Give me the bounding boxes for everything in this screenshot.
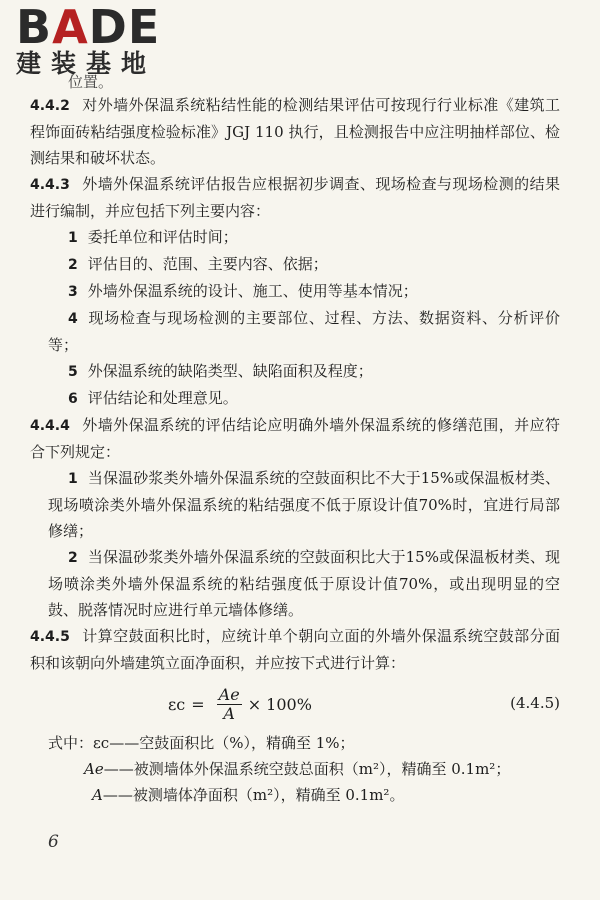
section-4-4-5 [30, 623, 560, 676]
section-4-4-4 [30, 412, 560, 465]
list-item [48, 465, 560, 544]
item-number: 1 [68, 471, 78, 487]
list-item [48, 278, 560, 305]
item-text: 评估结论和处理意见。 [87, 389, 238, 407]
definition-term: εc [93, 734, 110, 752]
document-body [30, 72, 560, 808]
item-text: 当保温砂浆类外墙外保温系统的空鼓面积比大于15%或保温板材类、现场喷涂类外墙外保温系统的粘结强度低于原设计值70%，或出现明显的空鼓、脱落情况时应进行单元墙体修缮。 [48, 548, 560, 619]
formula-multiplier: × 100% [247, 695, 312, 714]
item-number: 3 [68, 284, 78, 300]
definition-row [48, 730, 560, 756]
definition-term: Ae [84, 760, 104, 778]
fraction-denominator: A [223, 704, 235, 723]
item-text: 评估目的、范围、主要内容、依据； [87, 255, 328, 273]
list-item [48, 251, 560, 278]
brand-logo [16, 2, 160, 78]
logo-brand: BADE [16, 0, 161, 54]
definition-term: A [92, 786, 103, 804]
definition-row [48, 756, 560, 782]
item-number: 2 [68, 550, 78, 566]
page-number: 6 [48, 832, 59, 852]
list-item [48, 224, 560, 251]
item-number: 6 [68, 391, 78, 407]
list-item [48, 358, 560, 385]
section-number: 4.4.3 [30, 177, 70, 193]
section-4-4-2 [30, 92, 560, 171]
section-text: 对外墙外保温系统粘结性能的检测结果评估可按现行行业标准《建筑工程饰面砖粘结强度检验标准》JGJ 110 执行，且检测报告中应注明抽样部位、检测结果和破坏状态。 [30, 96, 560, 167]
equation-number: (4.4.5) [510, 694, 560, 712]
section-number: 4.4.2 [30, 98, 70, 114]
formula-fraction [217, 686, 242, 723]
definition-row [48, 782, 560, 808]
variable-definitions [48, 730, 560, 808]
formula-equals: = [191, 695, 205, 714]
section-text: 计算空鼓面积比时，应统计单个朝向立面的外墙外保温系统空鼓部分面积和该朝向外墙建筑立面净面积，并应按下式进行计算： [30, 627, 560, 672]
section-text: 外墙外保温系统评估报告应根据初步调查、现场检查与现场检测的结果进行编制，并应包括下列主要内容： [30, 175, 560, 220]
item-number: 5 [68, 364, 78, 380]
section-number: 4.4.4 [30, 418, 70, 434]
list-item [48, 305, 560, 358]
item-text: 外墙外保温系统的设计、施工、使用等基本情况； [87, 282, 418, 300]
definition-text: ——空鼓面积比（%），精确至 1%； [109, 734, 355, 752]
item-text: 外保温系统的缺陷类型、缺陷面积及程度； [87, 362, 373, 380]
continued-text: 位置。 [68, 73, 114, 91]
item-text: 现场检查与现场检测的主要部位、过程、方法、数据资料、分析评价等； [48, 309, 560, 354]
formula [48, 680, 560, 730]
item-text: 当保温砂浆类外墙外保温系统的空鼓面积比不大于15%或保温板材类、现场喷涂类外墙外保温系统的粘结强度不低于原设计值70%时，宜进行局部修缮； [48, 469, 560, 540]
fraction-numerator: Ae [218, 685, 240, 704]
where-lead: 式中： [48, 734, 94, 752]
list-item [48, 385, 560, 412]
list-item [48, 544, 560, 623]
item-number: 4 [68, 311, 78, 327]
item-text: 委托单位和评估时间； [87, 228, 238, 246]
definition-text: ——被测墙体净面积（m²），精确至 0.1m²。 [102, 786, 405, 804]
section-4-4-3 [30, 171, 560, 224]
item-number: 2 [68, 257, 78, 273]
section-number: 4.4.5 [30, 629, 70, 645]
item-number: 1 [68, 230, 78, 246]
section-text: 外墙外保温系统的评估结论应明确外墙外保温系统的修缮范围，并应符合下列规定： [30, 416, 560, 461]
definition-text: ——被测墙体外保温系统空鼓总面积（m²），精确至 0.1m²； [103, 760, 511, 778]
logo-subtitle: 建装基地 [16, 49, 157, 78]
formula-lhs: εc [168, 695, 186, 714]
